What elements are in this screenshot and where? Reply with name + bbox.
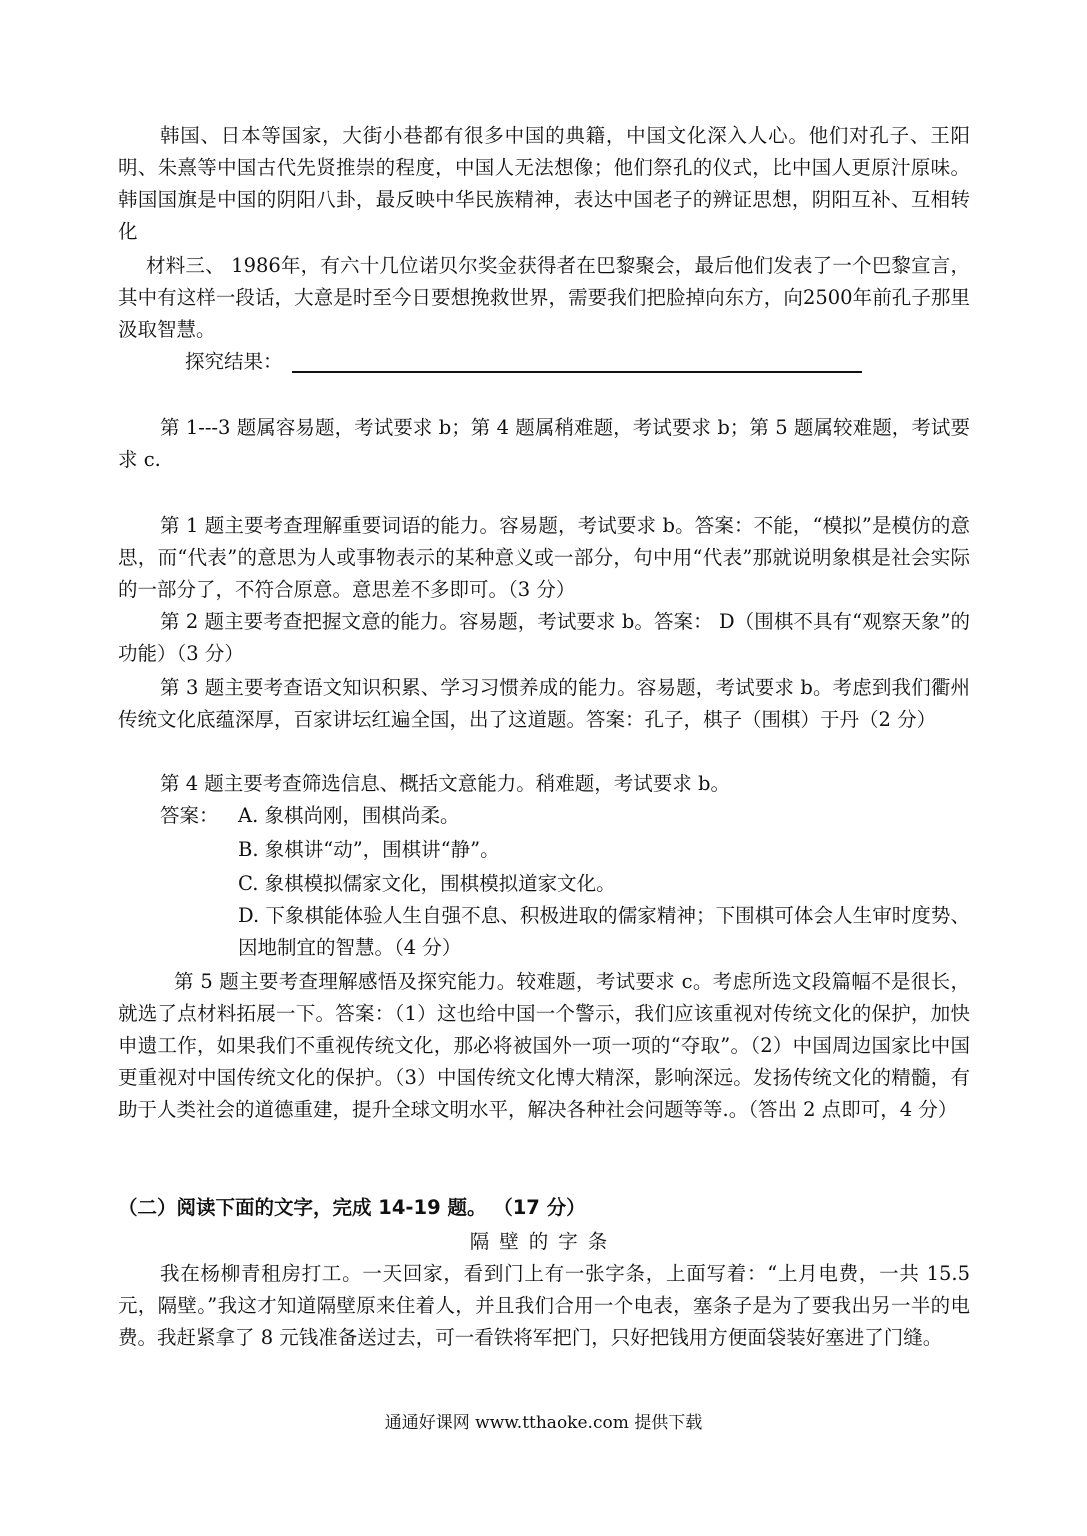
page-footer: 通通好课网 www.tthaoke.com 提供下载 bbox=[384, 1413, 703, 1433]
story-title: 隔壁的字条 bbox=[469, 1230, 618, 1253]
section-heading: （二）阅读下面的文字，完成 14-19 题。 （17 分） bbox=[118, 1196, 586, 1219]
story-paragraph-1: 我在杨柳青租房打工。一天回家，看到门上有一张字条，上面写着：“上月电费，一共 15.5 元，隔壁。”我这才知道隔壁原来住着人，并且我们合用一个电表，塞条子是为了要我出另一半的电费。我赶紧拿了 8 元钱准备送过去，可一看铁将军把门，只好把钱用方便面袋装好塞进了门缝。 bbox=[118, 1262, 970, 1349]
paragraph-difficulty: 第 1---3 题属容易题，考试要求 b；第 4 题属稍难题，考试要求 b；第 5 题属较难题，考试要求 c. bbox=[118, 416, 970, 471]
q4-option-d: D. 下象棋能体验人生自强不息、积极进取的儒家精神；下围棋可体会人生审时度势、因地制宜的智慧。（4 分） bbox=[238, 904, 970, 959]
paragraph-question-4: 第 4 题主要考查筛选信息、概括文意能力。稍难题，考试要求 b。 bbox=[160, 772, 730, 795]
paragraph-material-three: 材料三、 1986年，有六十几位诺贝尔奖金获得者在巴黎聚会，最后他们发表了一个巴黎宣言，其中有这样一段话，大意是时至今日要想挽救世界，需要我们把脸掉向东方，向2500年前孔子那里汲取智慧。 bbox=[118, 254, 970, 341]
q4-answer-label: 答案： bbox=[160, 804, 219, 827]
paragraph-korea-culture: 韩国、日本等国家，大街小巷都有很多中国的典籍，中国文化深入人心。他们对孔子、王阳明、朱熹等中国古代先贤推崇的程度，中国人无法想像；他们祭孔的仪式，比中国人更原汁原味。韩国国旗是中国的阴阳八卦，最反映中华民族精神，表达中国老子的辨证思想，阴阳互补、互相转化 bbox=[118, 124, 970, 243]
paragraph-question-1: 第 1 题主要考查理解重要词语的能力。容易题，考试要求 b。答案：不能，“模拟”是模仿的意思，而“代表”的意思为人或事物表示的某种意义或一部分，句中用“代表”那就说明象棋是社会实际的一部分了，不符合原意。意思差不多即可。（3 分） bbox=[118, 514, 970, 601]
paragraph-question-3: 第 3 题主要考查语文知识积累、学习习惯养成的能力。容易题，考试要求 b。考虑到我们衢州传统文化底蕴深厚，百家讲坛红遍全国，出了这道题。答案：孔子，棋子（围棋）于丹（2 分） bbox=[118, 676, 970, 731]
q4-option-b: B. 象棋讲“动”，围棋讲“静”。 bbox=[238, 838, 500, 861]
q4-option-a: A. 象棋尚刚，围棋尚柔。 bbox=[238, 804, 460, 827]
result-label: 探究结果： bbox=[185, 350, 283, 373]
answer-blank-line bbox=[292, 371, 862, 373]
paragraph-question-5: 第 5 题主要考查理解感悟及探究能力。较难题，考试要求 c。考虑所选文段篇幅不是很长，就选了点材料拓展一下。答案：（1）这也给中国一个警示，我们应该重视对传统文化的保护，加快申遗工作，如果我们不重视传统文化，那必将被国外一项一项的“夺取”。（2）中国周边国家比中国更重视对中国传统文化的保护。（3）中国传统文化博大精深，影响深远。发扬传统文化的精髓，有助于人类社会的道德重建，提升全球文明水平，解决各种社会问题等等.。（答出 2 点即可，4 分） bbox=[118, 970, 970, 1121]
q4-option-c: C. 象棋模拟儒家文化，围棋模拟道家文化。 bbox=[238, 872, 616, 895]
paragraph-question-2: 第 2 题主要考查把握文意的能力。容易题，考试要求 b。答案： D（围棋不具有“观察天象”的功能）（3 分） bbox=[118, 610, 970, 665]
